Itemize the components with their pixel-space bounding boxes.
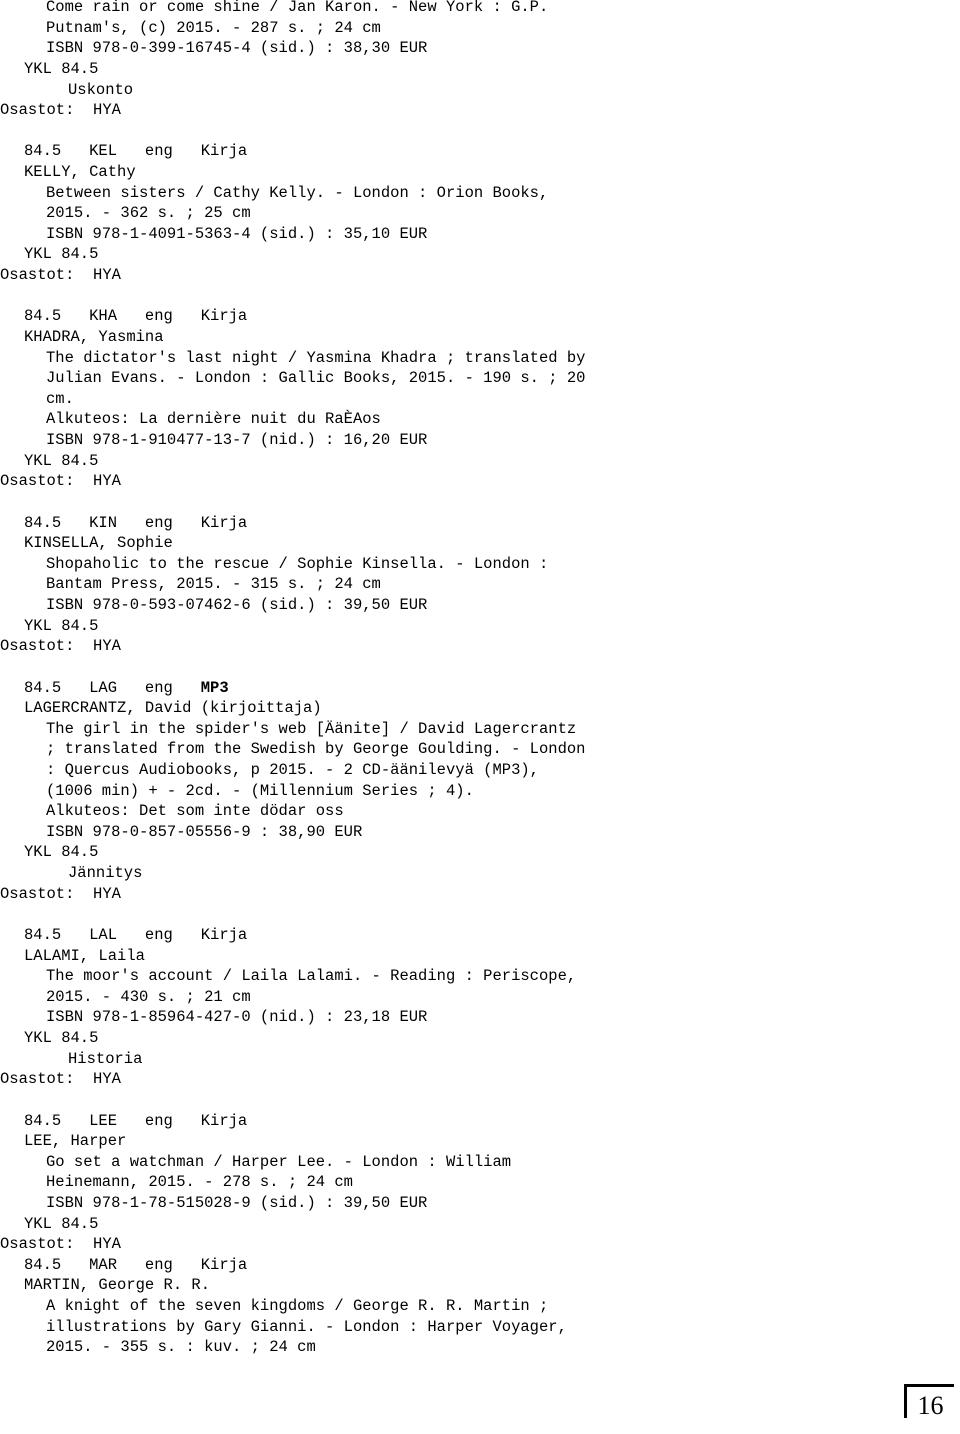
catalog-line — [0, 1111, 247, 1131]
catalog-line-text: ; translated from the Swedish by George Goulding. - London — [46, 740, 586, 759]
catalog-line-text: Uskonto — [68, 80, 134, 99]
catalog-line — [0, 801, 344, 821]
catalog-line-text: KHADRA, Yasmina — [24, 327, 164, 346]
catalog-line-text: MARTIN, George R. R. — [24, 1276, 211, 1295]
catalog-line-text: A knight of the seven kingdoms / George R. R. Martin ; — [46, 1297, 549, 1316]
catalog-line — [0, 966, 576, 986]
catalog-line — [0, 1049, 142, 1069]
catalog-line-text: Shopaholic to the rescue / Sophie Kinsella. - London : — [46, 554, 549, 573]
catalog-line — [0, 1152, 511, 1172]
catalog-line — [0, 1069, 121, 1089]
catalog-line — [0, 306, 247, 326]
catalog-line — [0, 1275, 210, 1295]
catalog-line — [0, 987, 251, 1007]
catalog-line-text: Between sisters / Cathy Kelly. - London : Orion Books, — [46, 183, 549, 202]
catalog-line-text: Osastot: HYA — [0, 266, 121, 285]
catalog-line — [0, 636, 121, 656]
catalog-line — [0, 884, 121, 904]
catalog-line-text: (1006 min) + - 2cd. - (Millennium Series ; 4). — [46, 781, 474, 800]
catalog-line-text: Heinemann, 2015. - 278 s. ; 24 cm — [46, 1173, 353, 1192]
catalog-line-text: : Quercus Audiobooks, p 2015. - 2 CD-äänilevyä (MP3), — [46, 760, 539, 779]
catalog-line-text: Osastot: HYA — [0, 1070, 121, 1089]
catalog-line-text: The dictator's last night / Yasmina Khadra ; translated by — [46, 348, 586, 367]
catalog-line-text: Osastot: HYA — [0, 884, 121, 903]
catalog-line — [0, 1255, 247, 1275]
catalog-line — [0, 1337, 316, 1357]
catalog-line-text: YKL 84.5 — [24, 245, 99, 264]
catalog-line-text: cm. — [46, 389, 74, 408]
catalog-line — [0, 616, 98, 636]
catalog-line — [0, 368, 586, 388]
catalog-line — [0, 471, 121, 491]
catalog-line-text: KINSELLA, Sophie — [24, 534, 173, 553]
catalog-line-text: The moor's account / Laila Lalami. - Reading : Periscope, — [46, 967, 577, 986]
catalog-line-text: Alkuteos: La dernière nuit du RaÈAos — [46, 410, 381, 429]
catalog-line-text: 2015. - 362 s. ; 25 cm — [46, 204, 251, 223]
catalog-line-text: ISBN 978-0-857-05556-9 : 38,90 EUR — [46, 822, 363, 841]
catalog-line-text: ISBN 978-1-4091-5363-4 (sid.) : 35,10 EUR — [46, 224, 428, 243]
catalog-line — [0, 678, 229, 698]
catalog-line — [0, 348, 586, 368]
catalog-line — [0, 1234, 121, 1254]
catalog-line-text: Julian Evans. - London : Gallic Books, 2015. - 190 s. ; 20 — [46, 369, 586, 388]
catalog-line — [0, 100, 121, 120]
catalog-line — [0, 0, 548, 17]
catalog-line-text: 84.5 MAR eng Kirja — [24, 1255, 248, 1274]
catalog-line-text: Go set a watchman / Harper Lee. - London : William — [46, 1152, 512, 1171]
catalog-line — [0, 162, 136, 182]
catalog-line-text: KELLY, Cathy — [24, 163, 136, 181]
catalog-line — [0, 451, 98, 471]
catalog-line — [0, 739, 586, 759]
catalog-line-text: 84.5 LAL eng Kirja — [24, 925, 248, 944]
catalog-line — [0, 244, 98, 264]
catalog-line-text: ISBN 978-1-78-515028-9 (sid.) : 39,50 EUR — [46, 1194, 428, 1212]
catalog-line-text: 84.5 KHA eng Kirja — [24, 307, 248, 326]
catalog-line — [0, 430, 427, 450]
catalog-line — [0, 1007, 427, 1027]
catalog-line-text: ISBN 978-1-910477-13-7 (nid.) : 16,20 EUR — [46, 431, 428, 449]
catalog-line-text: ISBN 978-1-85964-427-0 (nid.) : 23,18 EUR — [46, 1008, 428, 1027]
catalog-line-text: LEE, Harper — [24, 1132, 127, 1151]
catalog-line-text: YKL 84.5 — [24, 59, 99, 78]
page-number: 16 — [904, 1384, 954, 1418]
catalog-line — [0, 18, 381, 38]
catalog-line — [0, 389, 74, 409]
catalog-line — [0, 59, 98, 79]
catalog-line-text: ISBN 978-0-593-07462-6 (sid.) : 39,50 EUR — [46, 596, 428, 614]
catalog-line-text: 84.5 KIN eng Kirja — [24, 513, 248, 532]
catalog-line — [0, 925, 247, 945]
catalog-line — [0, 595, 427, 615]
catalog-line-text: Come rain or come shine / Jan Karon. - New York : G.P. — [46, 0, 549, 16]
catalog-line-text: 2015. - 430 s. ; 21 cm — [46, 987, 251, 1006]
catalog-line-text: YKL 84.5 — [24, 1029, 99, 1047]
catalog-line-text: YKL 84.5 — [24, 451, 99, 470]
catalog-line — [0, 698, 322, 718]
catalog-line-text: illustrations by Gary Gianni. - London : Harper Voyager, — [46, 1317, 567, 1336]
catalog-line — [0, 719, 576, 739]
catalog-line-text: 84.5 LEE eng Kirja — [24, 1111, 248, 1130]
catalog-line — [0, 1296, 548, 1316]
catalog-line — [0, 1214, 98, 1234]
catalog-line — [0, 80, 133, 100]
catalog-line — [0, 533, 173, 553]
catalog-line — [0, 141, 247, 161]
catalog-line-text: Osastot: HYA — [0, 1235, 121, 1254]
catalog-line-text: ISBN 978-0-399-16745-4 (sid.) : 38,30 EUR — [46, 39, 428, 58]
catalog-line — [0, 842, 98, 862]
catalog-line-text: Alkuteos: Det som inte dödar oss — [46, 802, 344, 821]
catalog-line — [0, 1131, 126, 1151]
catalog-line — [0, 1028, 98, 1048]
catalog-line-text: The girl in the spider's web [Äänite] / David Lagercrantz — [46, 719, 577, 738]
catalog-line — [0, 1317, 567, 1337]
catalog-line-text: YKL 84.5 — [24, 1214, 99, 1233]
catalog-line — [0, 1172, 353, 1192]
catalog-line — [0, 203, 251, 223]
catalog-line-text: YKL 84.5 — [24, 843, 99, 862]
catalog-line-text: Osastot: HYA — [0, 472, 121, 491]
catalog-line — [0, 409, 381, 429]
catalog-line — [0, 574, 381, 594]
catalog-line — [0, 183, 548, 203]
catalog-line-text: LAGERCRANTZ, David (kirjoittaja) — [24, 699, 322, 718]
catalog-line — [0, 781, 474, 801]
catalog-line-text: 84.5 KEL eng Kirja — [24, 142, 248, 161]
catalog-line-text: 2015. - 355 s. : kuv. ; 24 cm — [46, 1338, 316, 1357]
catalog-line-text: Osastot: HYA — [0, 101, 121, 120]
catalog-line-text: 84.5 LAG eng — [24, 678, 201, 697]
catalog-line — [0, 946, 145, 966]
catalog-line — [0, 822, 362, 842]
catalog-line-text: Bantam Press, 2015. - 315 s. ; 24 cm — [46, 575, 381, 594]
media-type-label: MP3 — [200, 678, 229, 697]
catalog-line-text: Jännitys — [68, 864, 143, 882]
catalog-line-text: Putnam's, (c) 2015. - 287 s. ; 24 cm — [46, 18, 381, 37]
catalog-line — [0, 554, 548, 574]
catalog-line — [0, 1193, 427, 1213]
catalog-line — [0, 327, 164, 347]
catalog-line-text: Historia — [68, 1049, 143, 1068]
catalog-line — [0, 760, 539, 780]
catalog-line-text: Osastot: HYA — [0, 637, 121, 656]
catalog-line-text: LALAMI, Laila — [24, 946, 145, 965]
catalog-line — [0, 863, 142, 883]
catalog-line — [0, 224, 427, 244]
catalog-line — [0, 265, 121, 285]
catalog-line — [0, 38, 427, 58]
catalog-line — [0, 513, 247, 533]
catalog-line-text: YKL 84.5 — [24, 616, 99, 635]
